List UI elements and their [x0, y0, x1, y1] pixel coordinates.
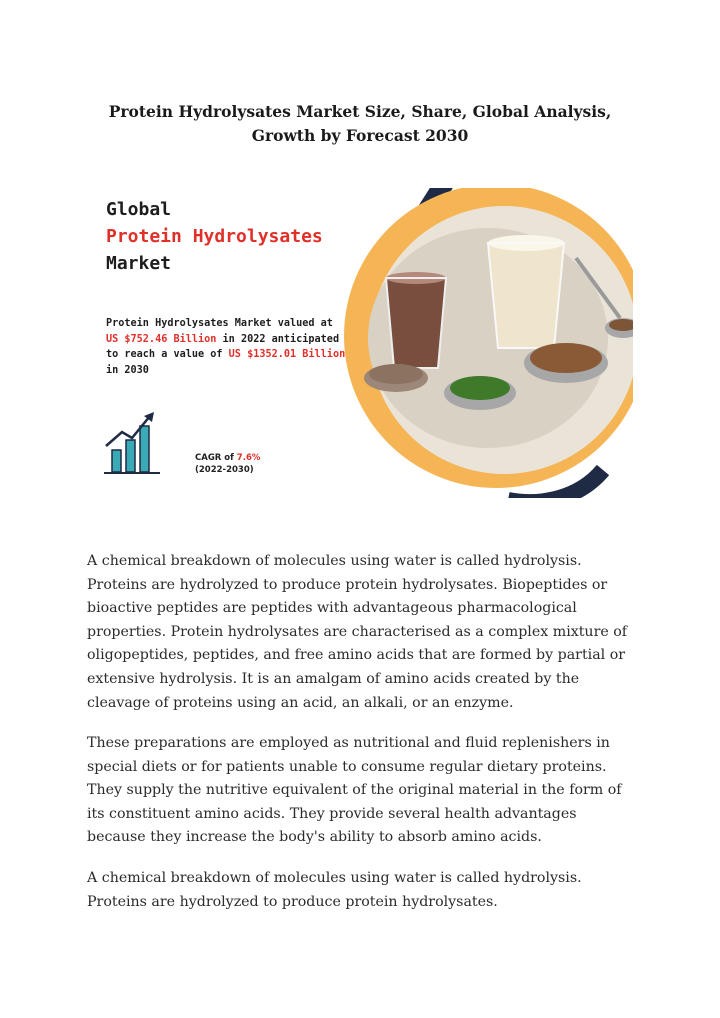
cagr-label — [195, 452, 260, 476]
banner-heading-line1: Global — [106, 199, 172, 220]
desc-part2: in 2022 anticipated to reach a value of — [106, 333, 340, 360]
desc-part1: Protein Hydrolysates Market valued at — [106, 318, 333, 329]
banner-heading-line3: Market — [106, 253, 172, 274]
paragraph-2: These preparations are employed as nutritional and fluid replenishers in special diets or for patients unable to consume regular dietary proteins. They supply the nutritive equivalent of the original material in the form of its constituent amino acids. They provide several health advantages because they increase the body's ability to absorb amino acids. — [87, 735, 622, 846]
desc-part3: in 2030 — [106, 364, 149, 376]
growth-chart-icon — [102, 410, 162, 476]
cagr-text: CAGR of — [195, 453, 237, 463]
document-title: Protein Hydrolysates Market Size, Share, Global Analysis, Growth by Forecast 2030 — [108, 102, 612, 145]
cagr-period: (2022-2030) — [195, 465, 254, 475]
market-banner-image — [88, 188, 633, 498]
desc-value-2022: US $752.46 Billion — [106, 333, 217, 345]
banner-heading — [106, 196, 323, 277]
banner-description — [106, 316, 346, 378]
desc-value-2030: US $1352.01 Billion — [228, 349, 346, 360]
protein-product-photo — [338, 188, 633, 498]
paragraph-3: A chemical breakdown of molecules using water is called hydrolysis. Proteins are hydrolyzed to produce protein hydrolysates. — [87, 870, 582, 910]
paragraph-1: A chemical breakdown of molecules using water is called hydrolysis. Proteins are hydrolyzed to produce protein hydrolysates. Biopeptides or bioactive peptides are peptides with advantageous pharmacological properties. Protein hydrolysates are characterised as a complex mixture of oligopeptides, peptides, and free amino acids that are formed by partial or extensive hydrolysis. It is an amalgam of amino acids created by the cleavage of proteins using an acid, an alkali, or an enzyme. — [87, 553, 628, 711]
cagr-value: 7.6% — [236, 453, 261, 463]
banner-heading-line2: Protein Hydrolysates — [106, 226, 323, 247]
